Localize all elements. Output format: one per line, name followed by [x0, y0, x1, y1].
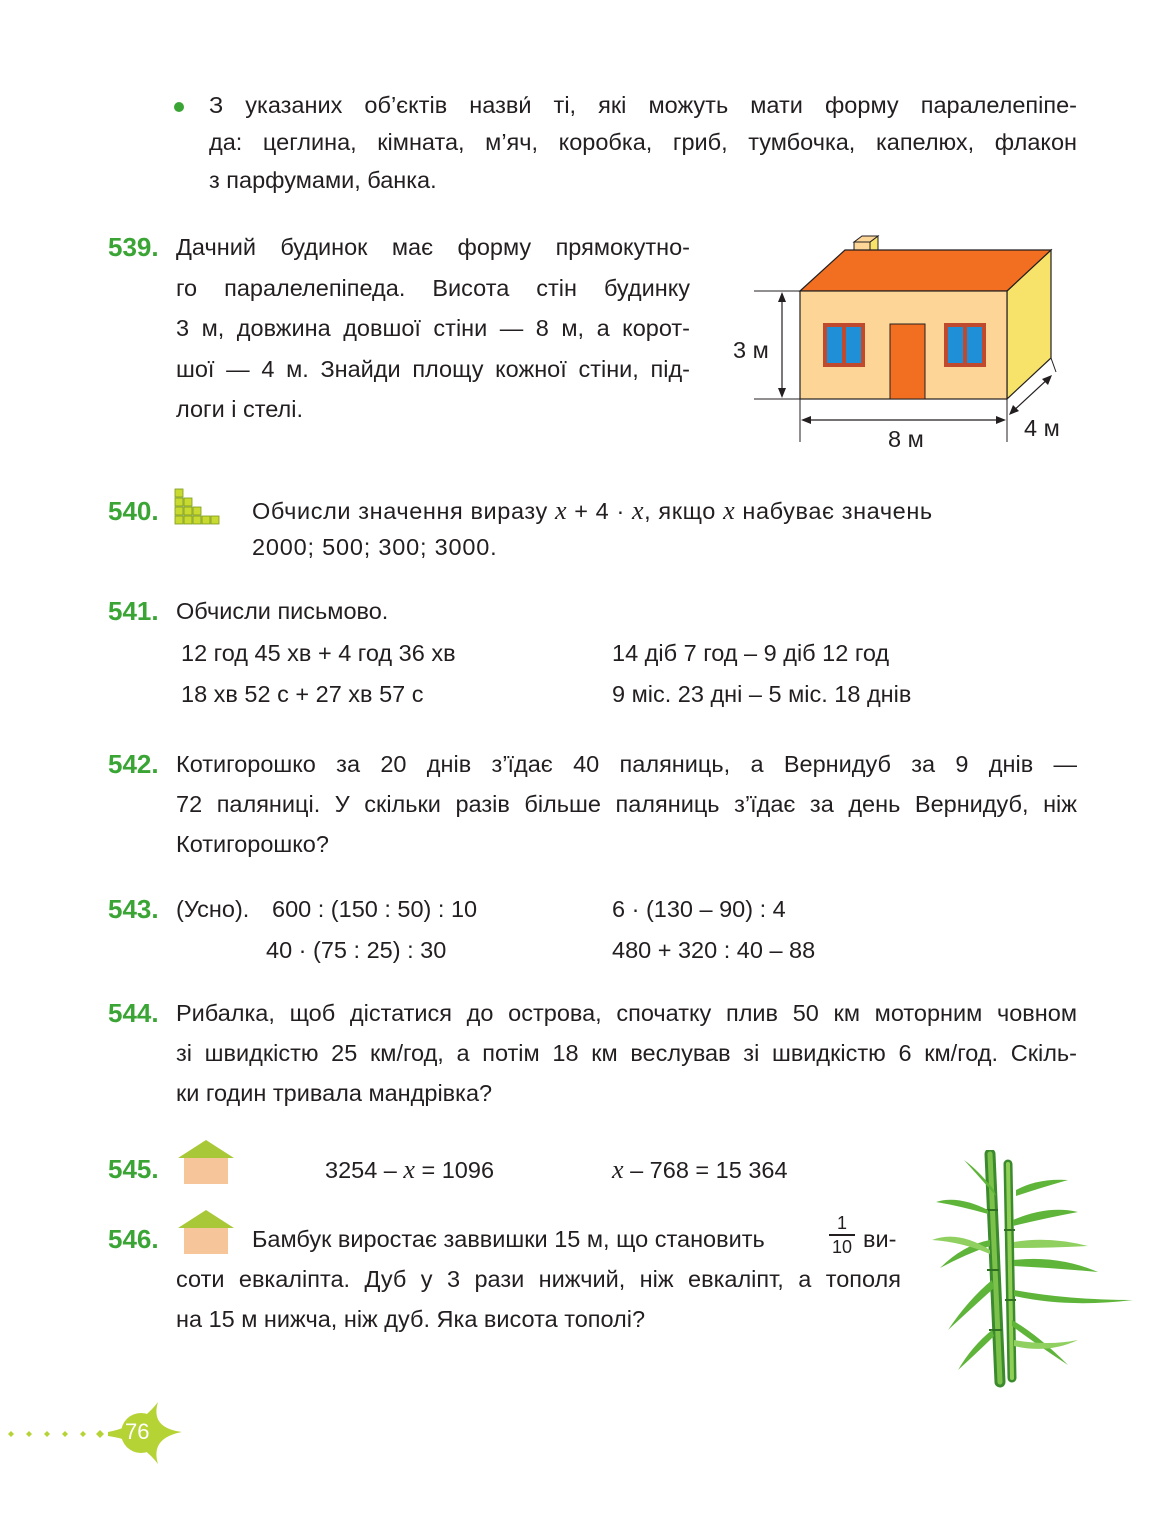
exercise-539-line-2: го паралелепіпеда. Висота стін будинку	[176, 275, 690, 301]
exercise-number-542: 542.	[108, 749, 159, 779]
fraction-one-tenth	[829, 1213, 855, 1257]
exercise-541-intro: Обчисли письмово.	[176, 598, 389, 624]
exercise-543-right-1: 6 · (130 – 90) : 4	[612, 896, 786, 922]
exercise-544-line-2: зі швидкістю 25 км/год, а потім 18 км веслував зі швидкістю 6 км/год. Скіль-	[176, 1040, 1077, 1066]
exercise-number-543: 543.	[108, 894, 159, 924]
exercise-number-546: 546.	[108, 1224, 159, 1254]
exercise-number-540: 540.	[108, 496, 159, 526]
fraction-denominator: 10	[831, 1236, 853, 1257]
exercise-540-line-2: 2000; 500; 300; 3000.	[252, 534, 498, 560]
house-door	[890, 324, 925, 399]
home-task-icon	[176, 1138, 236, 1186]
exercise-545-equation-2: x – 768 = 15 364	[612, 1155, 788, 1184]
house-roof	[800, 250, 1051, 291]
exercise-543-left-2: 40 · (75 : 25) : 30	[266, 937, 447, 963]
exercise-540-line-1: Обчисли значення виразу x + 4 · x, якщо x набуває значень	[252, 496, 933, 525]
exercise-543-prefix: (Усно).	[176, 896, 250, 922]
page-number-badge	[0, 1398, 190, 1468]
page-number: 76	[125, 1419, 150, 1444]
exercise-539-line-1: Дачний будинок має форму прямокутно-	[176, 234, 690, 260]
exercise-542-line-3: Котигорошко?	[176, 831, 329, 857]
exercise-541-right-2: 9 міс. 23 дні – 5 міс. 18 днів	[612, 681, 912, 707]
exercise-544-line-3: ки годин тривала мандрівка?	[176, 1080, 493, 1106]
exercise-542-line-1: Котигорошко за 20 днів з’їдає 40 паляниць, а Вернидуб за 9 днів —	[176, 751, 1077, 777]
exercise-542-line-2: 72 паляниці. У скільки разів більше паляниць з’їдає за день Вернидуб, ніж	[176, 791, 1077, 817]
bamboo-illustration	[928, 1150, 1138, 1390]
exercise-number-539: 539.	[108, 232, 159, 262]
exercise-546-line-1-end: ви-	[863, 1226, 897, 1252]
bullet-line-1: З указаних об’єктів назви́ ті, які можуть мати форму паралелепіпе-	[209, 92, 1077, 118]
exercise-544-line-1: Рибалка, щоб дістатися до острова, спочатку плив 50 км моторним човном	[176, 1000, 1077, 1026]
width-label: 4 м	[1024, 415, 1060, 441]
home-task-icon	[176, 1208, 236, 1256]
exercise-541-right-1: 14 діб 7 год – 9 діб 12 год	[612, 640, 890, 666]
bullet-line-3: з парфумами, банка.	[209, 167, 437, 193]
fraction-numerator: 1	[836, 1213, 847, 1233]
exercise-545-equation-1: 3254 – x = 1096	[325, 1155, 495, 1184]
exercise-543-left-1: 600 : (150 : 50) : 10	[272, 896, 478, 922]
exercise-539-line-5: логи і стелі.	[176, 396, 304, 422]
blocks-icon	[174, 488, 222, 528]
bullet-dot	[174, 102, 184, 112]
exercise-546-line-1: Бамбук виростає заввишки 15 м, що становить	[252, 1226, 765, 1252]
exercise-number-544: 544.	[108, 998, 159, 1028]
exercise-539-line-3: 3 м, довжина довшої стіни — 8 м, а корот-	[176, 315, 690, 341]
exercise-541-left-2: 18 хв 52 с + 27 хв 57 с	[181, 681, 424, 707]
height-label: 3 м	[733, 337, 769, 363]
length-label: 8 м	[888, 426, 924, 452]
exercise-541-left-1: 12 год 45 хв + 4 год 36 хв	[181, 640, 456, 666]
exercise-543-right-2: 480 + 320 : 40 – 88	[612, 937, 816, 963]
exercise-number-545: 545.	[108, 1154, 159, 1184]
exercise-546-line-2: соти евкаліпта. Дуб у 3 рази нижчий, ніж евкаліпт, а тополя	[176, 1266, 901, 1292]
bullet-line-2: да: цеглина, кімната, м’яч, коробка, гриб, тумбочка, капелюх, флакон	[209, 129, 1077, 155]
exercise-546-line-3: на 15 м нижча, ніж дуб. Яка висота тополі?	[176, 1306, 646, 1332]
exercise-539-line-4: шої — 4 м. Знайди площу кожної стіни, під-	[176, 356, 690, 382]
exercise-number-541: 541.	[108, 596, 159, 626]
